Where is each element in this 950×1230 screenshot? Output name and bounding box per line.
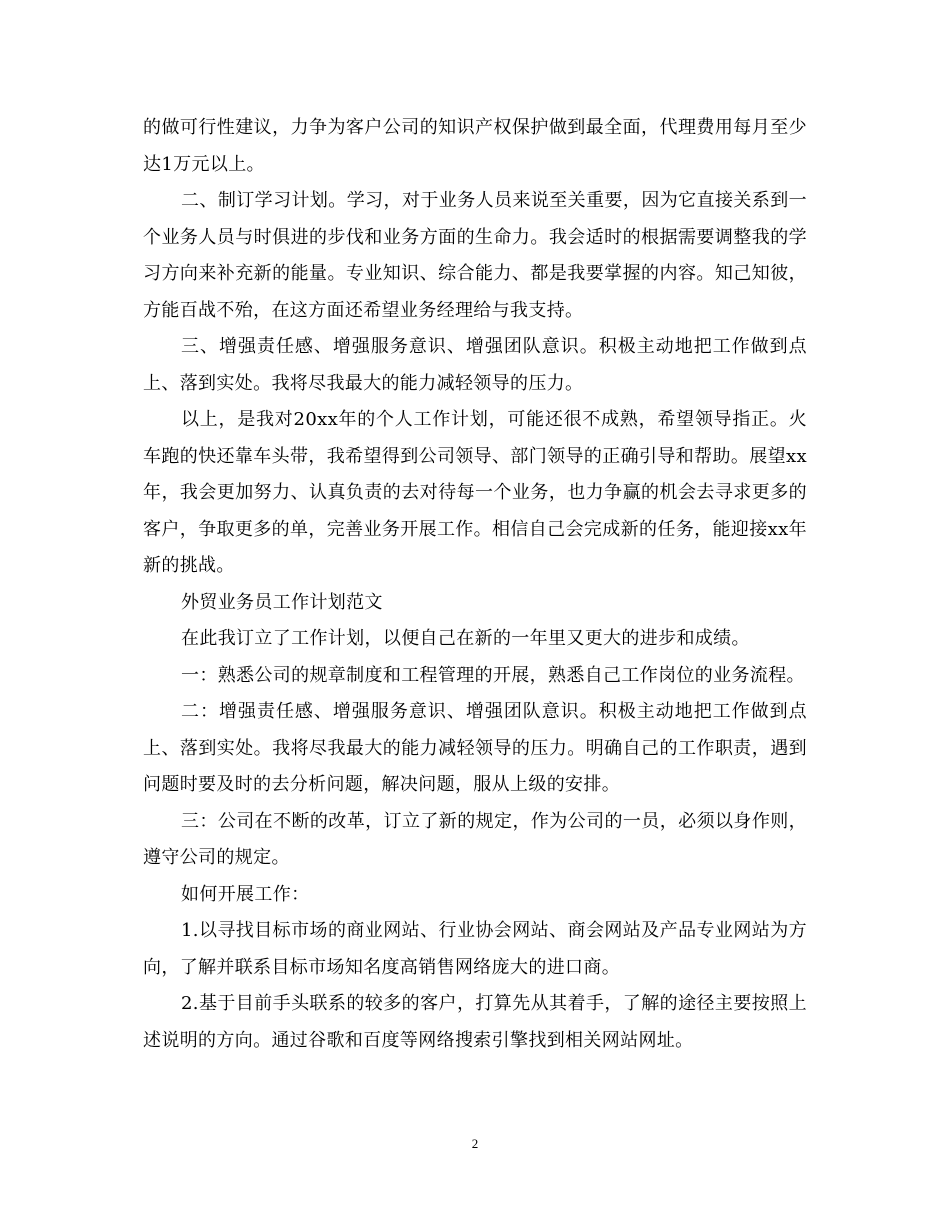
paragraph-item-two: 二：增强责任感、增强服务意识、增强团队意识。积极主动地把工作做到点上、落到实处。我将尽我最大的能力减轻领导的压力。明确自己的工作职责，遇到问题时要及时的去分析问题，解决问题，服从上级的安排。: [143, 701, 807, 795]
page-number: 2: [471, 1136, 479, 1151]
list-item-2: 2.基于目前手头联系的较多的客户，打算先从其着手，了解的途径主要按照上述说明的方向。通过谷歌和百度等网络搜索引擎找到相关网站网址。: [143, 993, 807, 1051]
paragraph-responsibility: 三、增强责任感、增强服务意识、增强团队意识。积极主动地把工作做到点上、落到实处。我将尽我最大的能力减轻领导的压力。: [143, 336, 807, 394]
paragraph-intro: 在此我订立了工作计划，以便自己在新的一年里又更大的进步和成绩。: [181, 628, 750, 649]
list-item-1: 1.以寻找目标市场的商业网站、行业协会网站、商会网站及产品专业网站为方向，了解并联系目标市场知名度高销售网络庞大的进口商。: [143, 920, 807, 978]
paragraph-continuation: 的做可行性建议，力争为客户公司的知识产权保护做到最全面，代理费用每月至少达1万元以上。: [143, 117, 807, 175]
paragraph-item-three: 三：公司在不断的改革，订立了新的规定，作为公司的一员，必须以身作则，遵守公司的规定。: [143, 810, 807, 868]
document-body: [143, 110, 807, 1059]
section-heading: 外贸业务员工作计划范文: [181, 591, 383, 613]
paragraph-conclusion: 以上，是我对20xx年的个人工作计划，可能还很不成熟，希望领导指正。火车跑的快还靠车头带，我希望得到公司领导、部门领导的正确引导和帮助。展望xx年，我会更加努力、认真负责的去对待每一个业务，也力争赢的机会去寻求更多的客户，争取更多的单，完善业务开展工作。相信自己会完成新的任务，能迎接xx年新的挑战。: [143, 409, 807, 576]
paragraph-study-plan: 二、制订学习计划。学习，对于业务人员来说至关重要，因为它直接关系到一个业务人员与时俱进的步伐和业务方面的生命力。我会适时的根据需要调整我的学习方向来补充新的能量。专业知识、综合能力、都是我要掌握的内容。知己知彼，方能百战不殆，在这方面还希望业务经理给与我支持。: [143, 190, 807, 321]
paragraph-how-to-work: 如何开展工作：: [181, 883, 310, 905]
paragraph-item-one: 一：熟悉公司的规章制度和工程管理的开展，熟悉自己工作岗位的业务流程。: [181, 664, 805, 686]
